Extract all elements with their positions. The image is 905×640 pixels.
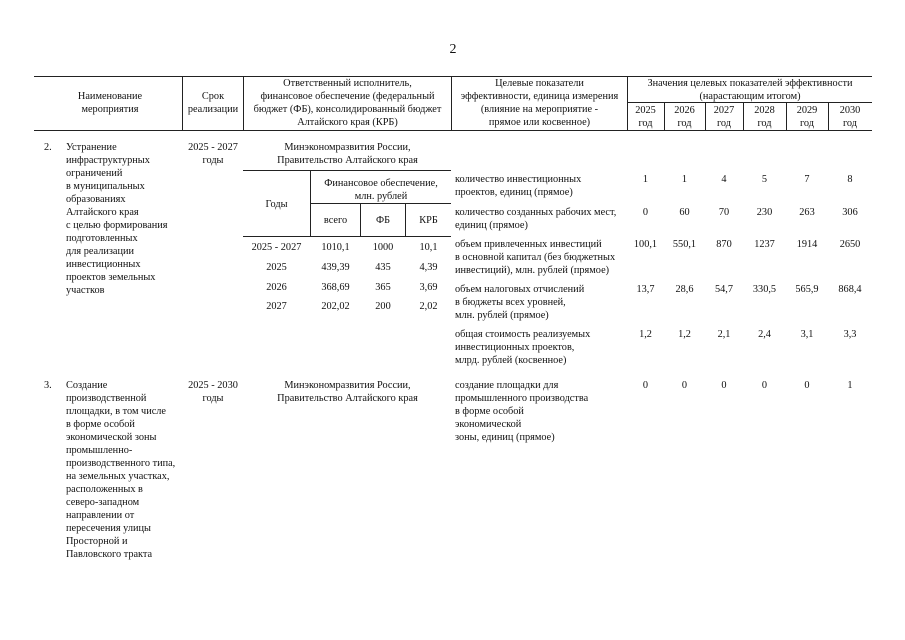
indicator-value: 4 [721,174,727,185]
indicator-value: 870 [716,239,732,250]
finance-row-total: 202,02 [321,301,350,312]
year-2030-unit: год [842,118,858,129]
year-2029-unit: год [799,118,815,129]
header-responsible: Ответственный исполнитель, финансовое обеспечение (федеральный бюджет (ФБ), консолидированный бюджет Алтайского края (КРБ) [253,78,442,128]
indicator-value: 28,6 [675,284,694,295]
finance-row-fb: 435 [375,262,391,273]
header-term: Срок реализации [187,91,239,115]
indicator-value: 1,2 [678,329,691,340]
finance-row-total: 439,39 [321,262,350,273]
finance-row-fb: 200 [375,301,391,312]
year-2027: 2027 [713,105,735,116]
indicator-value: 1,2 [639,329,652,340]
finance-row-krb: 4,39 [419,262,438,273]
finance-fb-header: ФБ [375,215,391,226]
finance-total-header: всего [323,215,348,226]
indicator-value: 0 [721,380,727,391]
indicator-value: 2,4 [758,329,771,340]
row3-name: Создание производственной площадки, в том числе в форме особой экономической зоны промышленно- производственного типа, на земельных участках, расположенных в северо-западном направлении от пересечения улицы Просторной и Павловского тракта [66,380,176,560]
row3-number: 3. [44,380,52,391]
year-2028-unit: год [757,118,772,129]
row2-responsible: Минэкономразвития России, Правительство Алтайского края [277,142,418,166]
indicator-value: 330,5 [752,284,777,295]
indicator-value: 0 [804,380,810,391]
finance-subheader-top [310,203,451,204]
indicator-value: 3,3 [843,329,857,340]
indicator-value: 1 [847,380,853,391]
header-values: Значения целевых показателей эффективности (нарастающим итогом) [647,78,853,102]
year-2028: 2028 [754,105,775,116]
row3-responsible: Минэкономразвития России, Правительство Алтайского края [277,380,418,404]
indicator-value: 100,1 [633,239,658,250]
finance-row-fb: 1000 [372,242,394,253]
row2-number: 2. [44,142,52,153]
page-number: 2 [449,42,457,57]
row2-term: 2025 - 2027 годы [188,142,238,166]
finance-years-header: Годы [265,199,288,210]
indicator-value: 230 [756,207,773,218]
indicator-value: 263 [799,207,815,218]
finance-row-krb: 2,02 [419,301,438,312]
indicator-value: 2650 [839,239,861,250]
indicator-value: 1 [681,174,688,185]
year-2025-unit: год [638,118,653,129]
finance-row-total: 368,69 [321,282,350,293]
finance-header: Финансовое обеспечение, млн. рублей [324,178,438,202]
finance-row-years: 2025 - 2027 [251,242,302,253]
finance-row-years: 2027 [266,301,287,312]
finance-row-years: 2026 [266,282,287,293]
indicator-value: 306 [842,207,858,218]
indicator-value: 1914 [796,239,818,250]
header-targets: Целевые показатели эффективности, единица измерения (влияние на мероприятие - прямое или косвенное) [460,78,619,128]
row2-name: Устранение инфраструктурных ограничений в муниципальных образованиях Алтайского края с целью формирования подготовленных для реализации инвестиционных проектов земельных участков [66,142,168,296]
finance-table-top [243,170,451,171]
finance-row-years: 2025 [266,262,287,273]
indicator-text: объем налоговых отчислений в бюджеты всех уровней, млн. рублей (прямое) [455,284,585,321]
finance-krb-header: КРБ [419,215,438,226]
indicator-text: количество инвестиционных проектов, единиц (прямое) [455,174,582,198]
indicator-value: 0 [642,207,649,218]
indicator-text: создание площадки для промышленного производства в форме особой экономической зоны, единиц (прямое) [455,380,589,443]
indicator-value: 54,7 [714,284,734,295]
row3-term: 2025 - 2030 годы [188,380,238,404]
indicator-value: 550,1 [672,239,697,250]
indicator-value: 565,9 [795,284,819,295]
finance-row-total: 1010,1 [321,242,350,253]
indicator-value: 5 [761,174,768,185]
header-name: Наименование мероприятия [77,91,143,115]
indicator-value: 0 [761,380,768,391]
indicator-value: 868,4 [838,284,862,295]
year-2025: 2025 [635,105,656,116]
indicator-value: 3,1 [800,329,814,340]
year-2026-unit: год [677,118,692,129]
indicator-text: общая стоимость реализуемых инвестиционных проектов, млрд. рублей (косвенное) [455,329,591,366]
finance-row-krb: 10,1 [419,242,438,253]
indicator-text: количество созданных рабочих мест, единиц (прямое) [455,207,617,231]
year-2027-unit: год [716,118,732,129]
finance-row-fb: 365 [375,282,391,293]
year-2029: 2029 [796,105,818,116]
indicator-value: 8 [847,174,853,185]
indicator-value: 0 [681,380,688,391]
indicator-value: 0 [642,380,649,391]
indicator-text: объем привлеченных инвестиций в основной капитал (без бюджетных инвестиций), млн. рублей (прямое) [455,239,616,276]
year-2026: 2026 [674,105,695,116]
indicator-value: 1237 [754,239,775,250]
indicator-value: 60 [679,207,690,218]
indicator-value: 13,7 [636,284,655,295]
finance-header-bottom [243,236,451,237]
header-bottom-border [34,130,872,131]
indicator-value: 1 [642,174,649,185]
year-2030: 2030 [839,105,861,116]
indicator-value: 70 [718,207,730,218]
indicator-value: 2,1 [717,329,731,340]
indicator-value: 7 [804,174,810,185]
finance-row-krb: 3,69 [419,282,438,293]
